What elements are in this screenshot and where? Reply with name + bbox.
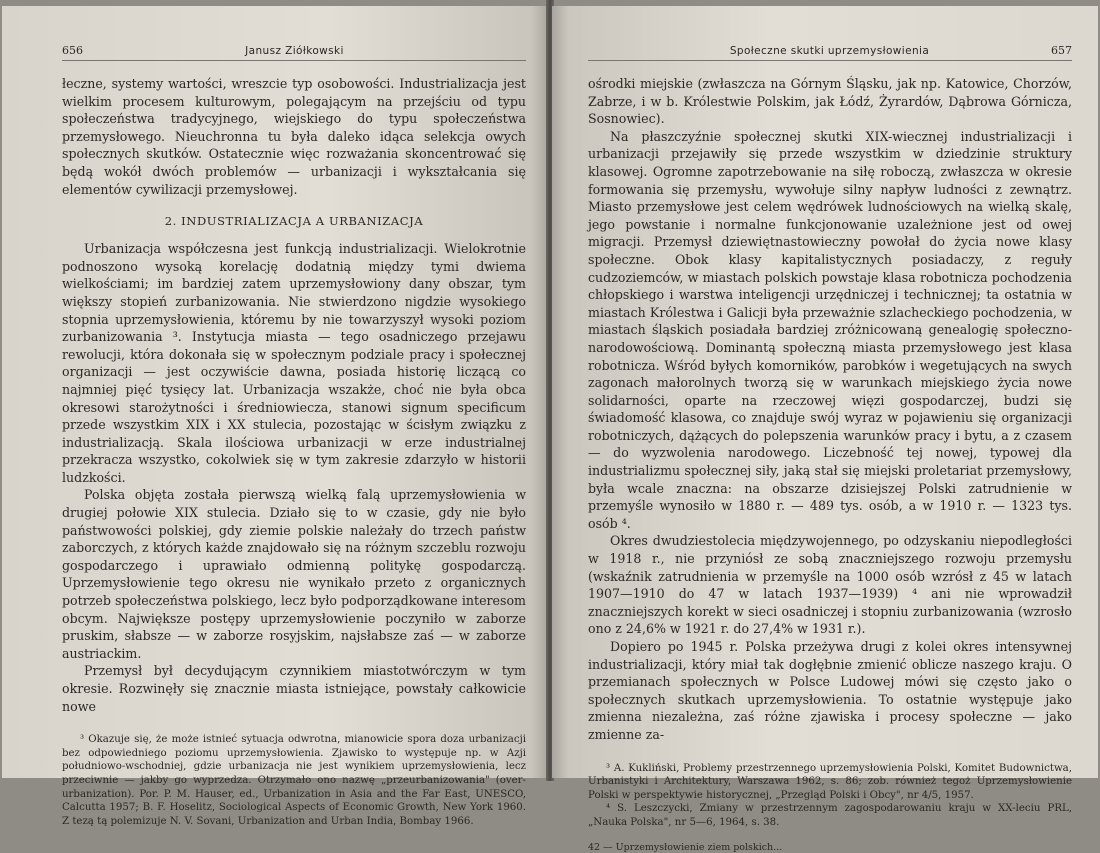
- paragraph: łeczne, systemy wartości, wreszcie typ osobowości. Industrializacja jest wielkim procesem kulturowym, polegającym na przejściu od typu społeczeństwa tradycyjnego, wiejskiego do typu społeczeństwa przemysłowego. Nieuchronna tu była daleko idąca selekcja owych społecznych skutków. Ostatecznie więc rozważania skoncentrować się będą wokół dwóch problemów — urbanizacji i wykształcania się elementów cywilizacji przemysłowej.: [62, 76, 526, 197]
- paragraph: Dopiero po 1945 r. Polska przeżywa drugi z kolei okres intensywnej industrializacji, który miał tak dogłębnie zmienić oblicze naszego kraju. O przemianach społecznych w Polsce Ludowej mówi się często jako o społecznych skutkach uprzemysłowienia. To ostatnie występuje jako zmienna niezależna, zaś różne zjawiska i procesy społeczne — jako zmienne za-: [588, 639, 1072, 742]
- paragraph: Okres dwudziestolecia międzywojennego, po odzyskaniu niepodległości w 1918 r., nie przyniósł ze sobą znaczniejszego rozwoju przemysłu (wskaźnik zatrudnienia w przemyśle na 1000 osób wzrósł z 45 w latach 1907—1910 do 47 w latach 1937—1939) ⁴ ani nie wprowadził znaczniejszych korekt w sieci osadniczej i stopniu zurbanizowania (wzrosło ono z 24,6% w 1921 r. do 27,4% w 1931 r.).: [588, 533, 1072, 637]
- left-page: [2, 6, 548, 827]
- footnotes: [62, 733, 526, 828]
- footnote: ⁴ S. Leszczycki, Zmiany w przestrzennym zagospodarowaniu kraju w XX-leciu PRL, „Nauka Polska", nr 5—6, 1964, s. 38.: [588, 803, 1072, 828]
- page-number: 656: [62, 44, 83, 57]
- page-number: 657: [1051, 44, 1072, 57]
- paragraph: Przemysł był decydującym czynnikiem miastotwórczym w tym okresie. Rozwinęły się znacznie miasta istniejące, powstały całkowicie nowe: [62, 663, 526, 714]
- right-page: [552, 6, 1098, 853]
- paragraph: Na płaszczyźnie społecznej skutki XIX-wiecznej industrializacji i urbanizacji przejawiły się przede wszystkim w dziedzinie struktury klasowej. Ogromne zapotrzebowanie na siłę roboczą, zwłaszcza w okresie formowania się przemysłu, wywołuje silny napływ ludności z zewnątrz. Miasto przemysłowe jest celem wędrówek ludnościowych na wielką skalę, jego powstanie i normalne funkcjonowanie uzależnione jest od owej migracji. Przemysł dziewiętnastowieczny powołał do życia nowe klasy społeczne. Obok klasy kapitalistycznych posiadaczy, z reguły cudzoziemców, w miastach polskich powstaje klasa robotnicza pochodzenia chłopskiego i warstwa inteligencji urzędniczej i technicznej; ta ostatnia w miastach Królestwa i Galicji była przeważnie szlacheckiego pochodzenia, w miastach śląskich posiadała bardziej zróżnicowaną genealogię społeczno-narodowościową. Dominantą społeczną miasta przemysłowego jest klasa robotnicza. Wśród byłych komorników, parobków i wegetujących na swych zagonach małorolnych tworzą się w warunkach miejskiego życia nowe solidarności, oparte na rzeczowej więzi gospodarczej, budzi się świadomość klasowa, co znajduje swój wyraz w pojawieniu się organizacji robotniczych, dążących do polepszenia warunków pracy i bytu, a z czasem — do wyzwolenia narodowego. Liczebność tej nowej, typowej dla industrializmu społecznej siły, jaką stał się miejski proletariat przemysłowy, była wcale znaczna: na obszarze dzisiejszej Polski zatrudnienie w przemyśle wynosiło w 1880 r. — 489 tys. osób, a w 1910 r. — 1323 tys. osób ⁴.: [588, 128, 1072, 531]
- paragraph: ośrodki miejskie (zwłaszcza na Górnym Śląsku, jak np. Katowice, Chorzów, Zabrze, i w b. Królestwie Polskim, jak Łódź, Żyrardów, Dąbrowa Górnicza, Sosnowiec).: [588, 76, 1072, 127]
- running-head: Społeczne skutki uprzemysłowienia: [729, 45, 930, 57]
- left-page-header: [62, 44, 526, 61]
- footnote: ³ Okazuje się, że może istnieć sytuacja odwrotna, mianowicie spora doza urbanizacji bez odpowiedniego poziomu uprzemysłowienia. Zjawisko to występuje np. w Azji południowo-wschodniej, gdzie urbanizacja nie jest wynikiem uprzemysłowienia, lecz przeciwnie — jakby go wyprzedza. Otrzymało ono nazwę „przeurbanizowania" (over-urbanization). Por. P. M. Hauser, ed., Urbanization in Asia and the Far East, UNESCO, Calcutta 1957; B. F. Hoselitz, Sociological Aspects of Economic Growth, New York 1960. Z tezą tą polemizuje N. V. Sovani, Urbanization and Urban India, Bombay 1966.: [62, 734, 526, 827]
- footnotes: [588, 762, 1072, 830]
- paragraph: Urbanizacja współczesna jest funkcją industrializacji. Wielokrotnie podnoszono wysoką korelację dodatnią między tymi dwiema wielkościami; im bardziej zatem uprzemysłowiony dany obszar, tym większy stopień zurbanizowania. Nie stwierdzono nigdzie wysokiego stopnia uprzemysłowienia, któremu by nie towarzyszył wysoki poziom zurbanizowania ³. Instytucja miasta — tego osadniczego przejawu rewolucji, która dokonała się w społecznym podziale pracy i społecznej organizacji — jest oczywiście dawna, posiada historię liczącą co najmniej pięć tysięcy lat. Urbanizacja wszakże, choć nie była obca okresowi starożytności i średniowiecza, stanowi signum specificum przede wszystkim XIX i XX stulecia, pozostając w ścisłym związku z industrializacją. Skala ilościowa urbanizacji w erze industrialnej przekracza wszystko, cokolwiek się w tym zakresie zdarzyło w historii ludzkości.: [62, 241, 526, 485]
- footnote: ³ A. Kukliński, Problemy przestrzennego uprzemysłowienia Polski, Komitet Budownictwa, Urbanistyki i Architektury, Warszawa 1962, s. 86; zob. również tegoż Uprzemysłowienie Polski w perspektywie historycznej, „Przegląd Polski i Obcy", nr 4/5, 1957.: [588, 762, 1072, 801]
- section-title: 2. INDUSTRIALIZACJA A URBANIZACJA: [164, 214, 424, 229]
- running-head: Janusz Ziółkowski: [245, 45, 344, 57]
- printer-signature: 42 — Uprzemysłowienie ziem polskich...: [588, 841, 783, 853]
- right-page-header: [588, 44, 1072, 61]
- paragraph: Polska objęta została pierwszą wielką falą uprzemysłowienia w drugiej połowie XIX stulecia. Działo się to w czasie, gdy nie było państwowości polskiej, gdy ziemie polskie należały do trzech państw zaborczych, z których każde znajdowało się na różnym szczeblu rozwoju gospodarczego i uprawiało odmienną politykę gospodarczą. Uprzemysłowienie tego okresu nie wynikało przeto z organicznych potrzeb społeczeństwa polskiego, lecz było podporządkowane interesom obcym. Największe postępy uprzemysłowienie poczyniło w zaborze pruskim, słabsze — w zaborze rosyjskim, najsłabsze zaś — w zaborze austriackim.: [62, 487, 526, 661]
